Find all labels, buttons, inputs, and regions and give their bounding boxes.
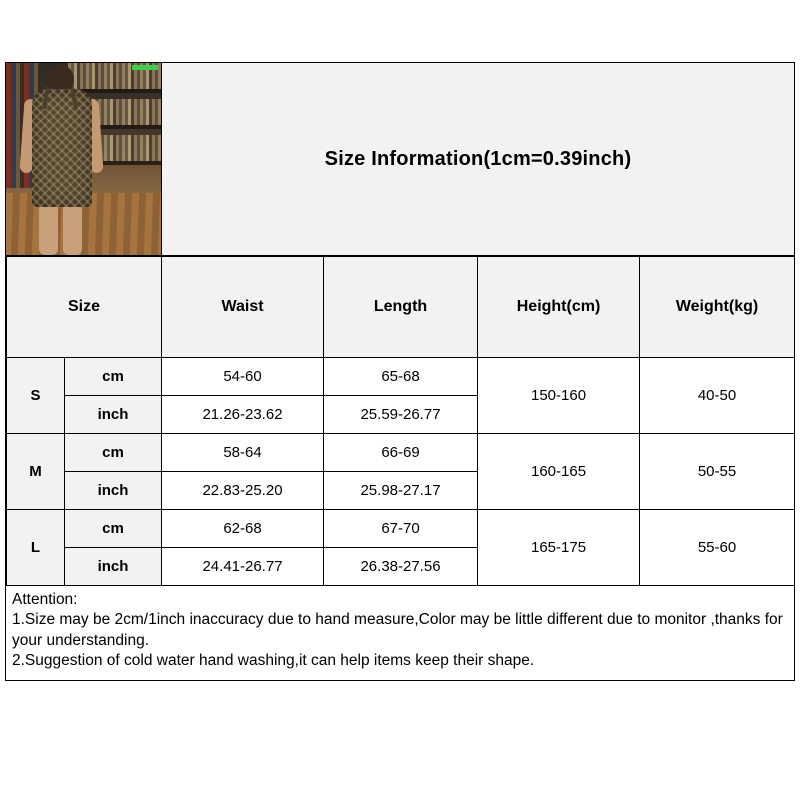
cell-weight: 40-50 bbox=[640, 358, 795, 434]
attention-note-2: 2.Suggestion of cold water hand washing,it can help items keep their shape. bbox=[12, 652, 535, 670]
attention-note-1: 1.Size may be 2cm/1inch inaccuracy due to hand measure,Color may be little different due to monitor ,thanks for your understanding. bbox=[12, 611, 783, 649]
model-dress bbox=[32, 89, 92, 207]
cell-waist-cm: 58-64 bbox=[162, 434, 324, 472]
header-row bbox=[6, 63, 794, 256]
cell-waist-cm: 62-68 bbox=[162, 510, 324, 548]
cell-unit-inch: inch bbox=[65, 548, 162, 586]
cell-waist-inch: 22.83-25.20 bbox=[162, 472, 324, 510]
column-header-height: Height(cm) bbox=[478, 257, 640, 358]
cell-unit-cm: cm bbox=[65, 510, 162, 548]
cell-height: 165-175 bbox=[478, 510, 640, 586]
cell-size: L bbox=[7, 510, 65, 586]
size-table bbox=[6, 256, 795, 586]
cell-height: 150-160 bbox=[478, 358, 640, 434]
cell-length-cm: 67-70 bbox=[324, 510, 478, 548]
title-cell bbox=[162, 63, 794, 255]
cell-unit-inch: inch bbox=[65, 472, 162, 510]
column-header-waist: Waist bbox=[162, 257, 324, 358]
page-title: Size Information(1cm=0.39inch) bbox=[324, 147, 632, 170]
cell-waist-inch: 21.26-23.62 bbox=[162, 396, 324, 434]
column-header-weight: Weight(kg) bbox=[640, 257, 795, 358]
cell-waist-inch: 24.41-26.77 bbox=[162, 548, 324, 586]
green-marker bbox=[132, 65, 158, 70]
model-leg-right bbox=[63, 203, 82, 255]
size-chart-sheet bbox=[5, 62, 795, 681]
attention-block bbox=[6, 586, 794, 680]
cell-length-inch: 26.38-27.56 bbox=[324, 548, 478, 586]
model-leg-left bbox=[39, 203, 58, 255]
attention-heading: Attention: bbox=[12, 591, 78, 608]
cell-unit-cm: cm bbox=[65, 434, 162, 472]
cell-weight: 50-55 bbox=[640, 434, 795, 510]
column-header-size: Size bbox=[7, 257, 162, 358]
cell-unit-inch: inch bbox=[65, 396, 162, 434]
column-header-length: Length bbox=[324, 257, 478, 358]
cell-waist-cm: 54-60 bbox=[162, 358, 324, 396]
cell-size: M bbox=[7, 434, 65, 510]
table-row bbox=[7, 434, 795, 472]
product-photo-cell bbox=[6, 63, 162, 255]
product-photo bbox=[6, 63, 161, 255]
table-row bbox=[7, 510, 795, 548]
cell-length-inch: 25.98-27.17 bbox=[324, 472, 478, 510]
cell-length-cm: 65-68 bbox=[324, 358, 478, 396]
table-row bbox=[7, 358, 795, 396]
cell-weight: 55-60 bbox=[640, 510, 795, 586]
cell-size: S bbox=[7, 358, 65, 434]
cell-length-cm: 66-69 bbox=[324, 434, 478, 472]
cell-unit-cm: cm bbox=[65, 358, 162, 396]
dress-pattern bbox=[32, 89, 92, 207]
table-header-row bbox=[7, 257, 795, 358]
cell-length-inch: 25.59-26.77 bbox=[324, 396, 478, 434]
cell-height: 160-165 bbox=[478, 434, 640, 510]
